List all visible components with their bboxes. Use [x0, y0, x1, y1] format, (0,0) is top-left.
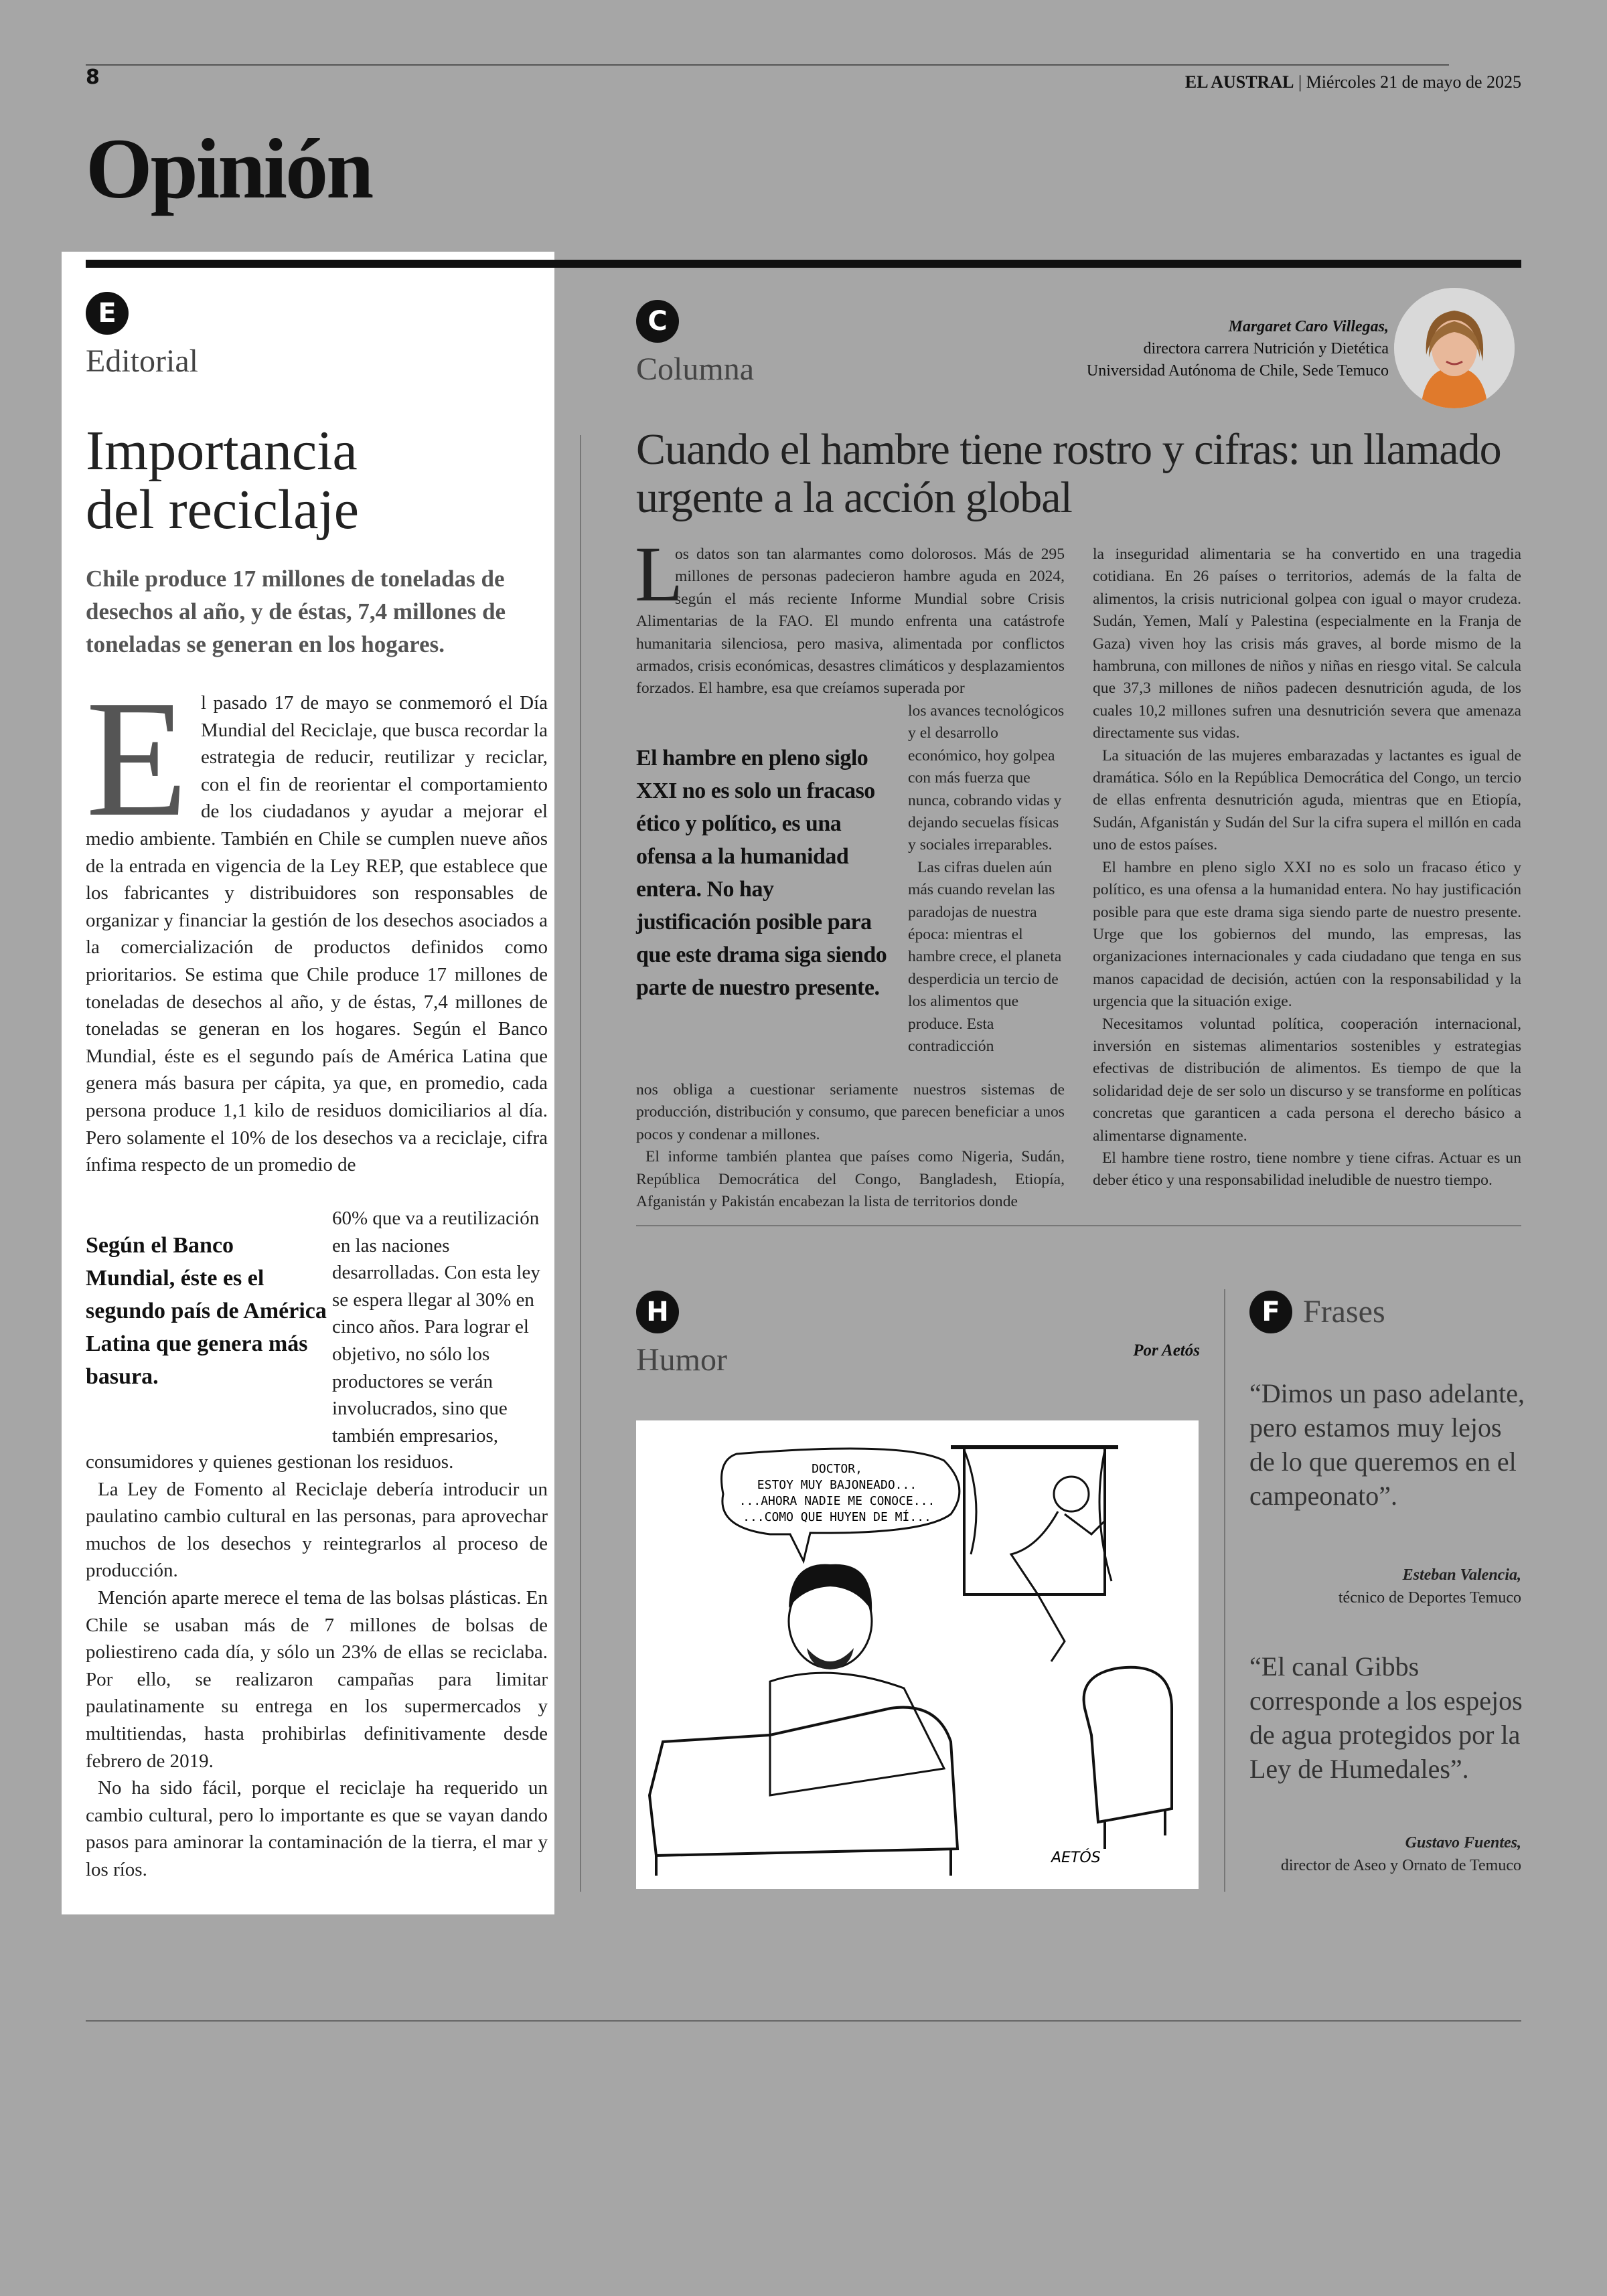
quote-author	[1281, 1831, 1521, 1877]
bubble-line-2: ESTOY MUY BAJONEADO...	[757, 1478, 917, 1492]
quote-author-role: técnico de Deportes Temuco	[1338, 1589, 1521, 1607]
col-dropcap-space	[636, 544, 675, 608]
frases-divider	[1224, 1289, 1225, 1892]
frases-kicker: Frases	[1303, 1294, 1385, 1329]
column-narrow-paragraph: Las cifras duelen aún más cuando revelan las paradojas de nuestra época: mientras el hambre crece, el planeta desperdicia un tercio de los alimentos que produce. Esta contradicción	[908, 858, 1062, 1056]
page-number: 8	[86, 66, 100, 89]
humor-kicker: Humor	[636, 1342, 727, 1378]
quote-author	[1338, 1564, 1521, 1609]
editorial-lead-text: l pasado 17 de mayo se conmemoró el Día Mundial del Reciclaje, que busca recordar la estrategia de reducir, reutilizar y reciclar, con el fin de reorientar el comportamiento de los ciudadanos y ayudar a mejorar el medio ambiente. También en Chile se cumplen nueve años de la entrada en vigencia de la Ley REP, que establece que los fabricantes y distribuidores son responsables de organizar y financiar la gestión de los desechos asociados a la comercialización de productos definidos como prioritarios. Se estima que Chile produce 17 millones de toneladas de desechos al año, y de éstas, 7,4 millones de toneladas se generan en los hogares. Según el Banco Mundial, éste es el segundo país de América Latina que genera más basura per cápita, ya que, en promedio, cada persona produce 1,1 kilo de residuos domiciliarios al día. Pero solamente el 10% de los desechos va a reciclaje, cifra ínfima respecto de un promedio de	[86, 692, 548, 1176]
editorial-title-line-1: Importancia	[86, 420, 358, 482]
column-right-paragraph: El hambre en pleno siglo XXI no es solo un fracaso ético y político, es una ofensa a la humanidad entera. No hay justificación posible para que este drama siga siendo parte de nuestro presente. Urge que los gobiernos del mundo, las empresas, las organizaciones internacionales y cada ciudadano que tenga en sus manos capacidad de decisión, actúen con la responsabilidad y la urgencia que la situación exige.	[1093, 858, 1521, 1011]
masthead: EL AUSTRAL | Miércoles 21 de mayo de 2025	[1184, 72, 1521, 92]
column-wide-paragraph: El informe también plantea que países como Nigeria, Sudán, República Democrática del Congo, Bangladesh, Etiopía, Afganistán y Pakistán encabezan la lista de territorios donde	[636, 1148, 1065, 1211]
column-bottom-rule	[636, 1225, 1521, 1226]
editorial-kicker: Editorial	[86, 343, 198, 379]
editorial-title-line-2: del reciclaje	[86, 479, 360, 541]
author-role: directora carrera Nutrición y Dietética	[1143, 340, 1389, 357]
column-pullquote: El hambre en pleno siglo XXI no es solo un fracaso ético y político, es una ofensa a la humanidad entera. No hay justificación posible para que este drama siga siendo parte de nuestro presente.	[636, 746, 887, 1000]
column-right	[1093, 544, 1521, 1192]
column-dropcap: L	[635, 530, 684, 618]
humor-credit: Por Aetós	[1133, 1341, 1200, 1360]
column-kicker: Columna	[636, 351, 754, 387]
column-right-paragraph: La situación de las mujeres embarazadas y lactantes es igual de dramática. Sólo en la República Democrática del Congo, un tercio de ellas enfrenta desnutrición aguda, mientras que en Etiopía, Sudán, Afganistán y Sudán del Sur la cifra supera el millón en cada uno de estos países.	[1093, 746, 1521, 854]
section-title: Opinión	[86, 121, 372, 216]
cartoon-drawing	[636, 1420, 1199, 1889]
column-right-paragraph: Necesitamos voluntad política, cooperación internacional, inversión en sistemas alimentarios sostenibles y estrategias efectivas de distribución de alimentos. Es tiempo de que la solidaridad deje de ser solo un discurso y se transforme en políticas concretas que garanticen a cada persona el derecho básico a alimentarse dignamente.	[1093, 1015, 1521, 1145]
editorial-body-side: 60% que va a reutilización en las naciones desarrolladas. Con esta ley se espera llegar al 30% en cinco años. Para lograr el objetivo, no sólo los productores se verán involucrados, sino que también empresarios,	[332, 1208, 540, 1447]
issue-date: Miércoles 21 de mayo de 2025	[1306, 72, 1521, 92]
column-divider	[580, 435, 581, 1892]
editorial-rule	[86, 260, 554, 268]
editorial-badge: E	[86, 292, 129, 335]
bottom-rule	[86, 2020, 1521, 2022]
column-wide	[636, 1079, 1065, 1213]
frases-badge: F	[1249, 1291, 1292, 1333]
column-wide-paragraph: nos obliga a cuestionar seriamente nuestros sistemas de producción, distribución y consumo, que parecen beneficiar a unos pocos y condenar a millones.	[636, 1081, 1065, 1143]
quote-text: “Dimos un paso adelante, pero estamos muy lejos de lo que queremos en el campeonato”.	[1249, 1378, 1525, 1511]
column-right-paragraph: la inseguridad alimentaria se ha convertido en una tragedia cotidiana. En 26 países o territorios, además de la falta de alimentos, la crisis nutricional golpea con igual o mayor crudeza. Sudán, Yemen, Malí y Palestina (especialmente en la Franja de Gaza) viven hoy las crisis más graves, al borde mismo de la hambruna, con millones de niños y niñas en riesgo vital. Se calcula que 37,3 millones de niños padecen desnutrición aguda, de los cuales 10,2 millones sufren una desnutrición severa que amenaza directamente sus vidas.	[1093, 546, 1521, 742]
column-narrow	[908, 700, 1065, 1058]
quote-author-name: Esteban Valencia,	[1402, 1566, 1521, 1584]
editorial-tail-paragraph: Mención aparte merece el tema de las bolsas plásticas. En Chile se usaban más de 7 millones de bolsas de poliestireno cada día, y sólo un 23% de ellas se reciclaba. Por ello, se realizaron campañas para limitar paulatinamente su entrega en los supermercados y multitiendas, hasta prohibirlas definitivamente desde febrero de 2019.	[86, 1586, 548, 1772]
editorial-tail-paragraph: No ha sido fácil, porque el reciclaje ha requerido un cambio cultural, pero lo importante es que se vayan dando pasos para aminorar la contaminación de la tierra, el mar y los ríos.	[86, 1777, 548, 1880]
editorial-title	[86, 422, 541, 540]
editorial-body-lead	[86, 666, 548, 1205]
dropcap-space	[86, 689, 201, 823]
editorial-pullquote: Según el Banco Mundial, éste es el segundo país de América Latina que genera más basura.	[86, 1233, 327, 1389]
author-org: Universidad Autónoma de Chile, Sede Temuco	[1086, 362, 1389, 380]
column-title: Cuando el hambre tiene rostro y cifras: un llamado urgente a la acción global	[636, 425, 1501, 522]
author-photo	[1394, 288, 1515, 408]
editorial-dropcap: E	[86, 666, 188, 851]
column-lead	[635, 530, 1065, 700]
quote-text: “El canal Gibbs corresponde a los espejos de agua protegidos por la Ley de Humedales”.	[1249, 1651, 1523, 1784]
masthead-name: EL AUSTRAL	[1184, 72, 1294, 92]
editorial-body-tail	[86, 1449, 548, 1884]
author-name: Margaret Caro Villegas,	[1228, 318, 1389, 335]
quote-author-name: Gustavo Fuentes,	[1405, 1834, 1521, 1852]
quote-author-role: director de Aseo y Ornato de Temuco	[1280, 1857, 1521, 1874]
bubble-line-1: DOCTOR,	[812, 1462, 862, 1476]
cartoon-signature: AETÓS	[1051, 1850, 1101, 1866]
editorial-deck: Chile produce 17 millones de toneladas de desechos al año, y de éstas, 7,4 millones de toneladas se generan en los hogares.	[86, 566, 506, 657]
top-rule	[86, 64, 1449, 66]
column-narrow-paragraph: los avances tecnológicos y el desarrollo económico, hoy golpea con más fuerza que nunca, cobrando vidas y dejando secuelas físicas y sociales irreparables.	[908, 702, 1065, 854]
column-lead-text: os datos son tan alarmantes como dolorosos. Más de 295 millones de personas padecieron hambre aguda en 2024, según el más reciente Informe Mundial sobre Crisis Alimentarias de la FAO. El mundo enfrenta una catástrofe humanitaria silenciosa, pero masiva, alimentada por conflictos armados, crisis económicas, desastres climáticos y desplazamientos forzados. El hambre, esa que creíamos superada por	[636, 546, 1065, 698]
editorial-tail-paragraph: consumidores y quienes gestionan los residuos.	[86, 1451, 454, 1473]
bubble-line-3: ...AHORA NADIE ME CONOCE...	[739, 1494, 935, 1508]
column-badge: C	[636, 300, 679, 343]
bubble-line-4: ...COMO QUE HUYEN DE MÍ...	[743, 1510, 931, 1524]
humor-cartoon	[636, 1420, 1199, 1889]
column-author	[1087, 316, 1389, 382]
column-right-paragraph: El hambre tiene rostro, tiene nombre y tiene cifras. Actuar es un deber ético y una responsabilidad ineludible de nuestro tiempo.	[1093, 1149, 1521, 1190]
humor-badge: H	[636, 1291, 679, 1333]
editorial-tail-paragraph: La Ley de Fomento al Reciclaje debería introducir un paulatino cambio cultural en las personas, para aprovechar muchos de los desechos y reintegrarlos al proceso de producción.	[86, 1478, 548, 1582]
